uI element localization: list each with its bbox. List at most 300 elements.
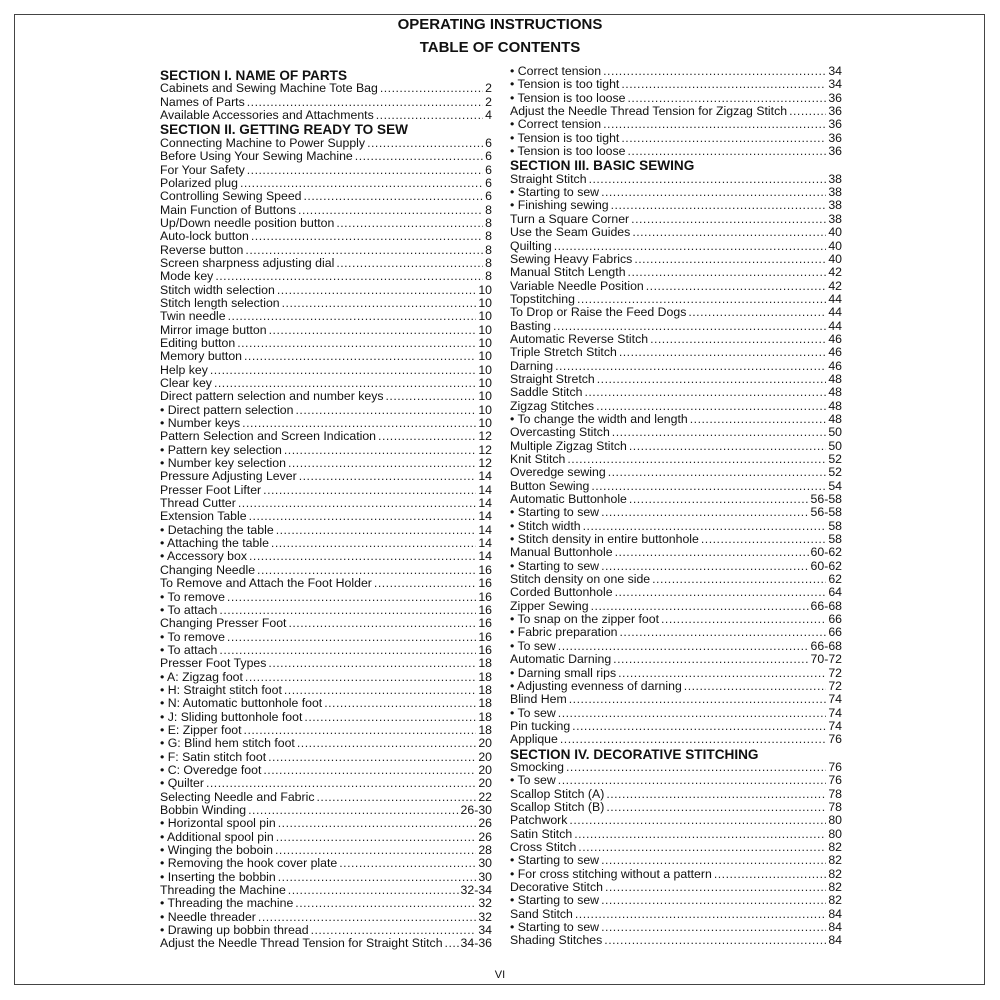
toc-entry-page: 40 <box>828 225 842 240</box>
toc-entry-page: 74 <box>828 718 842 733</box>
toc-entry-title: Basting <box>510 318 552 333</box>
toc-entry <box>510 841 842 854</box>
toc-entry-page: 16 <box>478 629 492 644</box>
toc-entry-title: Saddle Stitch <box>510 385 583 400</box>
dot-leader <box>646 280 827 293</box>
toc-entry <box>510 854 842 867</box>
toc-entry-page: 80 <box>828 826 842 841</box>
toc-entry-title: • Detaching the table <box>160 522 274 537</box>
toc-entry-page: 72 <box>828 665 842 680</box>
toc-entry <box>160 577 492 590</box>
toc-entry-title: • Fabric preparation <box>510 625 618 640</box>
toc-entry-page: 48 <box>828 385 842 400</box>
toc-entry <box>510 506 842 519</box>
toc-entry-page: 82 <box>828 893 842 908</box>
toc-entry-title: Thread Cutter <box>160 496 236 511</box>
toc-entry-title: • Finishing sewing <box>510 198 609 213</box>
toc-entry-page: 14 <box>478 469 492 484</box>
dot-leader <box>583 520 827 533</box>
toc-entry-page: 38 <box>828 185 842 200</box>
toc-entry <box>160 164 492 177</box>
toc-entry-title: • F: Satin stitch foot <box>160 749 267 764</box>
toc-entry <box>510 640 842 653</box>
toc-entry <box>510 908 842 921</box>
toc-entry <box>160 364 492 377</box>
toc-entry-page: 16 <box>478 616 492 631</box>
dot-leader <box>247 96 483 109</box>
dot-leader <box>578 841 826 854</box>
dot-leader <box>276 831 477 844</box>
toc-entry-title: Presser Foot Lifter <box>160 482 262 497</box>
toc-entry-page: 44 <box>828 305 842 320</box>
toc-entry-page: 22 <box>478 789 492 804</box>
dot-leader <box>297 737 476 750</box>
toc-entry-page: 14 <box>478 509 492 524</box>
toc-entry <box>510 761 842 774</box>
toc-entry <box>510 466 842 479</box>
dot-leader <box>591 480 826 493</box>
toc-entry-title: Corded Buttonhole <box>510 585 613 600</box>
dot-leader <box>601 921 826 934</box>
dot-leader <box>336 217 483 230</box>
toc-entry <box>160 350 492 363</box>
toc-entry-title: Quilting <box>510 238 552 253</box>
toc-entry-page: 34-36 <box>460 936 492 951</box>
toc-entry-title: Changing Presser Foot <box>160 616 287 631</box>
toc-entry <box>510 801 842 814</box>
dot-leader <box>558 774 827 787</box>
dot-leader <box>215 270 483 283</box>
toc-entry <box>160 791 492 804</box>
toc-entry <box>160 217 492 230</box>
toc-entry-title: Pattern Selection and Screen Indication <box>160 429 377 444</box>
toc-entry <box>160 604 492 617</box>
toc-entry-page: 14 <box>478 496 492 511</box>
toc-entry-title: • Starting to sew <box>510 920 600 935</box>
dot-leader <box>628 266 827 279</box>
toc-entry-title: • G: Blind hem stitch foot <box>160 736 295 751</box>
toc-entry-title: • Darning small rips <box>510 665 617 680</box>
toc-entry-page: 44 <box>828 291 842 306</box>
dot-leader <box>604 934 826 947</box>
toc-entry-page: 34 <box>828 77 842 92</box>
toc-title: TABLE OF CONTENTS <box>419 39 581 56</box>
dot-leader <box>603 65 826 78</box>
toc-entry-title: • C: Overedge foot <box>160 762 262 777</box>
toc-entry-title: • Tension is too loose <box>510 90 626 105</box>
toc-entry <box>510 520 842 533</box>
toc-entry-page: 38 <box>828 211 842 226</box>
toc-entry-title: Mode key <box>160 269 214 284</box>
toc-entry-title: Before Using Your Sewing Machine <box>160 149 353 164</box>
toc-entry-title: Turn a Square Corner <box>510 211 630 226</box>
toc-entry <box>510 600 842 613</box>
toc-entry <box>510 868 842 881</box>
toc-entry <box>160 484 492 497</box>
dot-leader <box>618 667 826 680</box>
dot-leader <box>558 640 809 653</box>
toc-entry <box>160 817 492 830</box>
dot-leader <box>601 854 826 867</box>
toc-entry-page: 66-68 <box>810 598 842 613</box>
toc-entry-page: 58 <box>828 518 842 533</box>
toc-entry <box>510 934 842 947</box>
dot-leader <box>295 404 476 417</box>
toc-entry-title: • Inserting the bobbin <box>160 869 276 884</box>
toc-entry-page: 32 <box>478 896 492 911</box>
dot-leader <box>606 801 826 814</box>
toc-entry-title: Straight Stretch <box>510 371 595 386</box>
toc-entry <box>160 591 492 604</box>
toc-entry-title: Automatic Reverse Stitch <box>510 331 649 346</box>
toc-entry-title: Scallop Stitch (A) <box>510 786 605 801</box>
dot-leader <box>284 444 476 457</box>
toc-entry-page: 6 <box>485 162 492 177</box>
dot-leader <box>282 297 477 310</box>
toc-entry <box>160 897 492 910</box>
toc-entry-page: 70-72 <box>810 652 842 667</box>
dot-leader <box>615 546 809 559</box>
toc-entry-page: 2 <box>485 94 492 109</box>
toc-entry <box>160 804 492 817</box>
toc-entry-page: 10 <box>478 389 492 404</box>
toc-entry-title: Applique <box>510 732 558 747</box>
toc-entry-page: 28 <box>478 843 492 858</box>
toc-entry <box>510 240 842 253</box>
toc-entry <box>510 440 842 453</box>
toc-entry <box>510 560 842 573</box>
toc-entry <box>160 871 492 884</box>
toc-entry-title: • Pattern key selection <box>160 442 282 457</box>
page-number: VI <box>494 969 506 981</box>
toc-right-column <box>510 65 842 948</box>
toc-entry-title: • To remove <box>160 589 225 604</box>
toc-entry <box>510 653 842 666</box>
dot-leader <box>269 324 477 337</box>
toc-entry-page: 12 <box>478 442 492 457</box>
toc-entry-page: 32 <box>478 909 492 924</box>
toc-entry <box>510 213 842 226</box>
toc-entry <box>160 537 492 550</box>
toc-entry-title: • Starting to sew <box>510 558 600 573</box>
toc-entry <box>510 546 842 559</box>
toc-entry <box>160 737 492 750</box>
toc-entry-page: 16 <box>478 562 492 577</box>
toc-entry <box>160 417 492 430</box>
toc-entry <box>510 921 842 934</box>
dot-leader <box>445 937 459 950</box>
toc-entry-page: 12 <box>478 456 492 471</box>
toc-entry <box>160 751 492 764</box>
dot-leader <box>652 573 826 586</box>
dot-leader <box>555 360 826 373</box>
toc-entry-page: 46 <box>828 331 842 346</box>
toc-entry-title: Triple Stretch Stitch <box>510 345 617 360</box>
dot-leader <box>257 564 476 577</box>
toc-entry <box>160 310 492 323</box>
toc-entry <box>510 774 842 787</box>
toc-entry <box>160 324 492 337</box>
toc-entry <box>160 390 492 403</box>
toc-entry-page: 30 <box>478 856 492 871</box>
toc-entry-page: 74 <box>828 705 842 720</box>
toc-entry <box>160 457 492 470</box>
toc-entry-title: Names of Parts <box>160 94 245 109</box>
dot-leader <box>244 724 477 737</box>
dot-leader <box>690 413 827 426</box>
toc-entry <box>160 550 492 563</box>
toc-entry-title: To Remove and Attach the Foot Holder <box>160 576 372 591</box>
toc-entry-page: 6 <box>485 189 492 204</box>
toc-entry-title: Stitch width selection <box>160 282 275 297</box>
toc-entry-title: Patchwork <box>510 813 568 828</box>
toc-entry-page: 80 <box>828 813 842 828</box>
dot-leader <box>601 560 808 573</box>
section-heading-text: SECTION I. NAME OF PARTS <box>160 68 348 83</box>
toc-entry <box>510 92 842 105</box>
dot-leader <box>608 466 827 479</box>
toc-entry-page: 48 <box>828 411 842 426</box>
toc-entry-title: Connecting Machine to Power Supply <box>160 135 366 150</box>
dot-leader <box>249 550 476 563</box>
dot-leader <box>620 626 827 639</box>
toc-entry <box>510 118 842 131</box>
toc-entry-title: • Correct tension <box>510 117 602 132</box>
toc-entry <box>510 733 842 746</box>
toc-entry-title: Direct pattern selection and number keys <box>160 389 384 404</box>
toc-entry-page: 26-30 <box>460 803 492 817</box>
toc-entry-title: Zipper Sewing <box>510 598 589 613</box>
toc-entry-title: Satin Stitch <box>510 826 573 841</box>
dot-leader <box>684 680 827 693</box>
toc-entry-page: 34 <box>828 64 842 78</box>
toc-entry-page: 10 <box>478 376 492 390</box>
toc-entry-title: Adjust the Needle Thread Tension for Zigzag Stitch <box>510 104 788 119</box>
toc-entry-page: 8 <box>485 242 492 257</box>
dot-leader <box>628 92 827 105</box>
toc-entry <box>510 373 842 386</box>
toc-entry <box>510 533 842 546</box>
dot-leader <box>227 631 476 644</box>
toc-entry <box>160 190 492 203</box>
toc-entry-page: 10 <box>478 282 492 297</box>
toc-entry <box>160 911 492 924</box>
toc-entry-title: Cross Stitch <box>510 840 577 855</box>
toc-entry-page: 36 <box>828 90 842 105</box>
toc-entry-page: 20 <box>478 749 492 764</box>
toc-entry-title: Up/Down needle position button <box>160 215 335 230</box>
toc-entry-page: 36 <box>828 130 842 145</box>
toc-entry <box>510 280 842 293</box>
toc-entry-title: Manual Buttonhole <box>510 545 613 560</box>
toc-entry-title: Shading Stitches <box>510 933 603 948</box>
toc-entry-title: Main Function of Buttons <box>160 202 297 217</box>
toc-entry-page: 6 <box>485 135 492 150</box>
dot-leader <box>263 764 476 777</box>
dot-leader <box>621 78 826 91</box>
toc-entry <box>510 426 842 439</box>
dot-leader <box>619 346 826 359</box>
dot-leader <box>554 240 827 253</box>
dot-leader <box>629 493 809 506</box>
toc-entry <box>510 493 842 506</box>
toc-entry-page: 16 <box>478 576 492 591</box>
toc-entry-title: • Quilter <box>160 776 204 791</box>
toc-entry-title: Mirror image button <box>160 322 267 337</box>
toc-entry-page: 8 <box>485 215 492 230</box>
dot-leader <box>650 333 826 346</box>
toc-entry <box>510 65 842 78</box>
toc-entry-page: 40 <box>828 251 842 266</box>
dot-leader <box>621 132 826 145</box>
toc-entry-page: 8 <box>485 229 492 244</box>
toc-entry-page: 38 <box>828 171 842 186</box>
dot-leader <box>558 707 827 720</box>
toc-entry-title: • Tension is too tight <box>510 77 620 92</box>
dot-leader <box>378 430 476 443</box>
toc-entry-title: • J: Sliding buttonhole foot <box>160 709 303 724</box>
toc-entry <box>510 306 842 319</box>
toc-entry-title: • To attach <box>160 602 218 617</box>
dot-leader <box>324 697 476 710</box>
toc-entry-title: • To change the width and length <box>510 411 688 426</box>
dot-leader <box>601 506 808 519</box>
toc-entry-page: 52 <box>828 465 842 480</box>
toc-entry-title: • Needle threader <box>160 909 256 924</box>
toc-entry-page: 62 <box>828 572 842 587</box>
dot-leader <box>611 199 827 212</box>
dot-leader <box>701 533 826 546</box>
toc-entry-title: Screen sharpness adjusting dial <box>160 255 335 270</box>
toc-entry-page: 18 <box>478 709 492 724</box>
toc-entry-page: 66-68 <box>810 638 842 653</box>
dot-leader <box>615 586 827 599</box>
toc-entry-title: Scallop Stitch (B) <box>510 800 605 814</box>
toc-entry <box>510 186 842 199</box>
dot-leader <box>295 897 476 910</box>
dot-leader <box>613 653 808 666</box>
toc-entry-page: 14 <box>478 482 492 497</box>
toc-entry <box>160 470 492 483</box>
toc-entry-page: 50 <box>828 425 842 440</box>
toc-entry-page: 60-62 <box>810 545 842 560</box>
toc-entry-page: 82 <box>828 840 842 855</box>
toc-entry-page: 56-58 <box>810 505 842 520</box>
toc-entry <box>510 360 842 373</box>
toc-entry <box>510 788 842 801</box>
dot-leader <box>560 733 826 746</box>
toc-entry-title: • For cross stitching without a pattern <box>510 866 712 881</box>
toc-entry-page: 26 <box>478 816 492 831</box>
toc-entry <box>510 333 842 346</box>
section-heading <box>510 747 842 761</box>
toc-entry-page: 2 <box>485 81 492 96</box>
toc-entry-page: 82 <box>828 880 842 895</box>
toc-entry-page: 18 <box>478 696 492 711</box>
dot-leader <box>278 817 477 830</box>
dot-leader <box>304 190 484 203</box>
toc-entry-title: • Starting to sew <box>510 505 600 520</box>
toc-entry-page: 44 <box>828 318 842 333</box>
toc-entry-title: Overedge sewing <box>510 465 606 480</box>
toc-entry-title: • Starting to sew <box>510 185 600 200</box>
toc-entry-title: • To sew <box>510 638 556 653</box>
toc-entry <box>160 244 492 257</box>
dot-leader <box>277 284 476 297</box>
toc-entry-title: • Number keys <box>160 416 241 431</box>
section-heading-text: SECTION II. GETTING READY TO SEW <box>160 122 408 138</box>
dot-leader <box>355 150 483 163</box>
toc-entry-title: Sewing Heavy Fabrics <box>510 251 633 266</box>
toc-entry-title: Changing Needle <box>160 562 256 577</box>
dot-leader <box>210 364 476 377</box>
toc-entry-title: • Correct tension <box>510 64 602 78</box>
toc-entry-title: • Stitch density in entire buttonhole <box>510 532 699 547</box>
section-heading-text: SECTION IV. DECORATIVE STITCHING <box>510 746 759 762</box>
toc-entry <box>160 831 492 844</box>
toc-entry <box>160 764 492 777</box>
toc-entry-page: 52 <box>828 452 842 467</box>
toc-entry-page: 14 <box>478 522 492 537</box>
toc-entry-page: 48 <box>828 371 842 386</box>
dot-leader <box>632 226 826 239</box>
toc-entry <box>160 684 492 697</box>
toc-entry-title: • N: Automatic buttonhole foot <box>160 696 323 711</box>
dot-leader <box>240 177 483 190</box>
toc-entry <box>160 377 492 390</box>
toc-entry-page: 16 <box>478 642 492 657</box>
toc-entry <box>510 105 842 118</box>
toc-entry-page: 10 <box>478 295 492 310</box>
toc-entry-title: Automatic Buttonhole <box>510 492 627 507</box>
toc-entry-title: Help key <box>160 362 208 377</box>
toc-entry-title: Multiple Zigzag Stitch <box>510 438 627 453</box>
dot-leader <box>245 244 483 257</box>
dot-leader <box>336 257 483 270</box>
toc-entry-page: 72 <box>828 678 842 693</box>
toc-entry-page: 78 <box>828 786 842 801</box>
toc-entry <box>510 680 842 693</box>
toc-entry-page: 10 <box>478 416 492 431</box>
toc-entry <box>510 693 842 706</box>
toc-entry <box>160 924 492 937</box>
toc-entry <box>510 226 842 239</box>
toc-entry-page: 20 <box>478 762 492 777</box>
toc-entry <box>510 720 842 733</box>
toc-entry <box>160 337 492 350</box>
toc-entry-title: Reverse button <box>160 242 244 257</box>
toc-entry-title: • To attach <box>160 642 218 657</box>
toc-entry-title: Cabinets and Sewing Machine Tote Bag <box>160 81 378 96</box>
toc-entry-page: 8 <box>485 202 492 217</box>
dot-leader <box>569 693 827 706</box>
dot-leader <box>248 804 458 817</box>
toc-entry <box>160 230 492 243</box>
toc-entry <box>160 257 492 270</box>
toc-entry <box>510 253 842 266</box>
toc-entry-page: 16 <box>478 602 492 617</box>
toc-entry <box>160 631 492 644</box>
toc-entry-page: 36 <box>828 104 842 119</box>
toc-entry-title: Use the Seam Guides <box>510 225 631 240</box>
toc-entry-title: Smocking <box>510 759 564 774</box>
toc-entry-title: • Winging the boboin <box>160 843 274 858</box>
toc-entry <box>160 724 492 737</box>
toc-entry-page: 84 <box>828 920 842 935</box>
toc-entry <box>160 510 492 523</box>
dot-leader <box>214 377 476 390</box>
dot-leader <box>268 657 476 670</box>
